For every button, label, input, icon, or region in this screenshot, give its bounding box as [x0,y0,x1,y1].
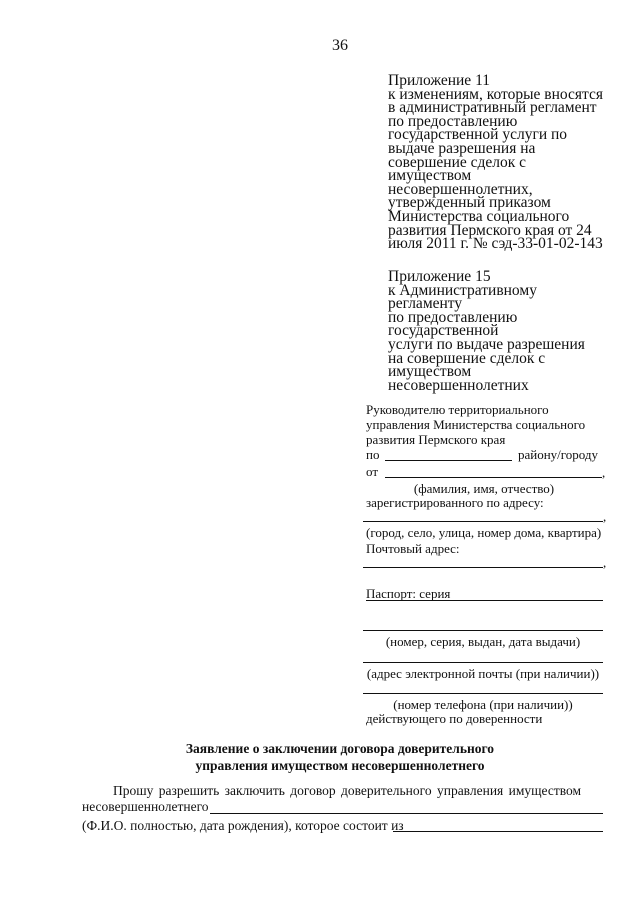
phone-caption: (номер телефона (при наличии)) [393,697,573,712]
appendix-11-line: Министерства социального [388,207,570,225]
appendix-11-line: выдаче разрешения на [388,139,536,157]
fio-caption: (фамилия, имя, отчество) [413,481,555,496]
minor-name-line[interactable] [210,813,603,814]
appendix-11-line: июля 2011 г. № сэд-33-01-02-143 [388,235,603,253]
statement-title-line-2: управления имуществом несовершеннолетнего [195,758,485,773]
appendix-15-line: на совершение сделок с [388,349,546,367]
fio-consists-label: (Ф.И.О. полностью, дата рождения), которое состоит из [82,818,404,833]
appendix-15-line: услуги по выдаче разрешения [388,335,585,353]
passport-caption: (номер, серия, выдан, дата выдачи) [385,634,581,649]
passport-series-line[interactable] [366,600,603,601]
postal-label: Почтовый адрес: [366,541,460,556]
comma: , [603,555,607,570]
appendix-11-line: утвержденный приказом [388,194,551,212]
addressee-line-1: Руководителю территориального [366,402,549,417]
email-line[interactable] [363,662,603,663]
minor-label: несовершеннолетнего [82,799,209,814]
appendix-11-line: совершение сделок с [388,153,527,171]
addressee-line-3: развития Пермского края [366,432,506,447]
district-label: району/городу [518,447,599,462]
passport-details-line[interactable] [363,630,603,631]
appendix-11-line: к изменениям, которые вносятся [388,85,604,103]
district-field-line[interactable] [385,460,512,461]
registered-label: зарегистрированного по адресу: [366,495,544,510]
appendix-15-line: по предоставлению [388,308,518,326]
statement-title-line-1: Заявление о заключении договора доверительного [185,741,495,756]
passport-label: Паспорт: серия [366,586,451,601]
applicant-name-line[interactable] [385,477,602,478]
phone-line[interactable] [363,693,603,694]
appendix-15-block [388,270,585,392]
page-number: 36 [332,37,348,54]
proxy-label: действующего по доверенности [366,711,543,726]
email-caption: (адрес электронной почты (при наличии)) [366,666,600,681]
appendix-11-line: имуществом [388,167,472,185]
appendix-11-line: в административный регламент [388,99,597,117]
appendix-15-line: несовершеннолетних [388,376,529,394]
appendix-15-line: регламенту [388,295,463,313]
comma: , [602,465,606,480]
registered-address-line[interactable] [363,521,603,522]
property-description-line[interactable] [393,831,603,832]
appendix-11-line: по предоставлению [388,112,518,130]
appendix-11-line: Приложение 11 [388,72,490,89]
comma: , [603,509,607,524]
appendix-15-line: к Административному [388,281,537,299]
appendix-15-line: Приложение 15 [388,268,491,285]
appendix-15-line: имуществом [388,363,472,381]
appendix-15-line: государственной [388,322,499,340]
appendix-11-line: несовершеннолетних, [388,180,533,198]
appendix-11-line: государственной услуги по [388,126,568,144]
postal-address-line[interactable] [363,567,603,568]
ot-label: от [366,464,379,479]
po-label: по [366,447,380,462]
addressee-line-2: управления Министерства социального [366,417,586,432]
appendix-11-block [388,74,603,251]
appendix-11-line: развития Пермского края от 24 [388,221,592,239]
request-paragraph: Прошу разрешить заключить договор доверительного управления имуществом [113,783,582,798]
address-caption: (город, село, улица, номер дома, квартира) [366,525,602,540]
